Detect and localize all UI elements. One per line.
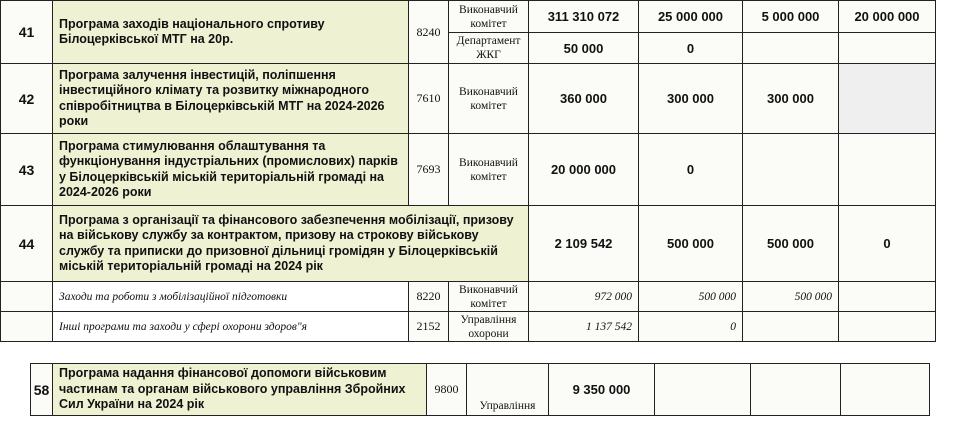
row-41-sub-amount-2: 0 [639, 33, 743, 64]
row-58-code: 9800 [427, 364, 467, 416]
row-44a-number [1, 282, 53, 312]
row-41-number: 41 [1, 1, 53, 64]
row-44a-measure-name: Заходи та роботи з мобілізаційної підготовки [53, 282, 409, 312]
row-43-amount-3 [743, 134, 839, 206]
row-44b-number [1, 312, 53, 342]
row-42-amount-4 [839, 64, 936, 134]
row-44-amount-1: 2 109 542 [529, 206, 639, 282]
row-58-amount-1: 9 350 000 [549, 364, 655, 416]
row-41-code: 8240 [409, 1, 449, 64]
row-43-amount-2: 0 [639, 134, 743, 206]
row-44a-amount-4 [839, 282, 936, 312]
row-41-amount-2: 25 000 000 [639, 1, 743, 33]
row-43-amount-4 [839, 134, 936, 206]
row-58-program-name: Програма надання фінансової допомоги військовим частинам та органам військового управління Збройних Сил України на 2024 рік [53, 364, 427, 416]
row-41-amount-1: 311 310 072 [529, 1, 639, 33]
row-42-amount-3: 300 000 [743, 64, 839, 134]
row-41-program-name: Програма заходів національного спротиву Білоцерківської МТГ на 20р. [53, 1, 409, 64]
row-42-amount-1: 360 000 [529, 64, 639, 134]
row-58-amount-4 [841, 364, 930, 416]
row-41-executor-2: Департамент ЖКГ [449, 33, 529, 64]
row-44b-measure-name: Інші програми та заходи у сфері охорони здоров"я [53, 312, 409, 342]
row-44b-executor: Управління охорони [449, 312, 529, 342]
row-44a-executor: Виконавчий комітет [449, 282, 529, 312]
row-41-amount-4: 20 000 000 [839, 1, 936, 33]
row-44a-code: 8220 [409, 282, 449, 312]
row-44b-amount-4 [839, 312, 936, 342]
row-43-code: 7693 [409, 134, 449, 206]
row-42-program-name: Програма залучення інвестицій, поліпшення інвестиційного клімату та розвитку міжнародного співробітництва в Білоцерківській МТГ на 2024-2026 роки [53, 64, 409, 134]
row-44b-amount-2: 0 [639, 312, 743, 342]
row-42-code: 7610 [409, 64, 449, 134]
row-44b-code: 2152 [409, 312, 449, 342]
row-43-executor: Виконавчий комітет [449, 134, 529, 206]
row-58-executor: Управління [467, 364, 549, 416]
row-44-amount-4: 0 [839, 206, 936, 282]
row-44a-amount-2: 500 000 [639, 282, 743, 312]
row-58-number: 58 [31, 364, 53, 416]
row-44-program-name: Програма з організації та фінансового забезпечення мобілізації, призову на військову службу за контрактом, призову на строкову військову службу та приписки до призовної дільниці громідян у Білоцерківській міській територіальній громаді на 2024 рік [53, 206, 529, 282]
row-41-sub-amount-4 [839, 33, 936, 64]
row-41-sub-amount-1: 50 000 [529, 33, 639, 64]
row-42-amount-2: 300 000 [639, 64, 743, 134]
row-41-executor-1: Виконавчий комітет [449, 1, 529, 33]
row-41-sub-amount-3 [743, 33, 839, 64]
row-41-amount-3: 5 000 000 [743, 1, 839, 33]
row-44-amount-2: 500 000 [639, 206, 743, 282]
row-44a-amount-1: 972 000 [529, 282, 639, 312]
row-58-amount-3 [751, 364, 841, 416]
row-42-number: 42 [1, 64, 53, 134]
row-44b-amount-3 [743, 312, 839, 342]
row-43-amount-1: 20 000 000 [529, 134, 639, 206]
row-42-executor: Виконавчий комітет [449, 64, 529, 134]
row-44-number: 44 [1, 206, 53, 282]
row-43-number: 43 [1, 134, 53, 206]
budget-table-bottom [30, 363, 930, 416]
row-43-program-name: Програма стимулювання облаштування та функціонування індустріальних (промислових) парків у Білоцерківській міській територіальній громаді на 2024-2026 роки [53, 134, 409, 206]
row-44b-amount-1: 1 137 542 [529, 312, 639, 342]
row-44a-amount-3: 500 000 [743, 282, 839, 312]
row-44-amount-3: 500 000 [743, 206, 839, 282]
row-58-amount-2 [655, 364, 751, 416]
